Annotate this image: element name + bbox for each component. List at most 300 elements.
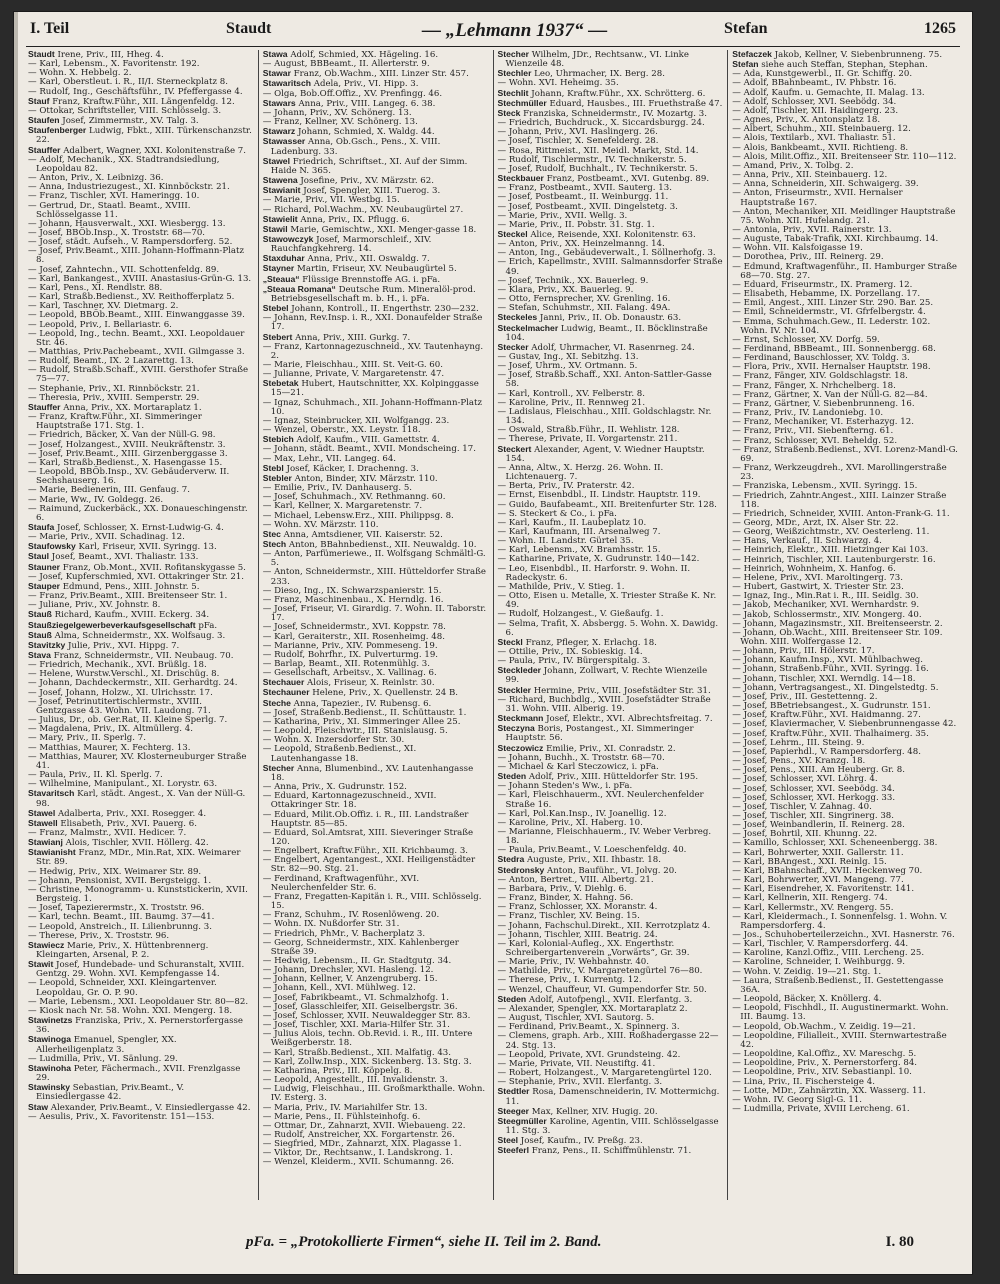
entry-details: — Rudolf, Ing., Geschäftsführ., IV. Pfeffergasse 4. (28, 86, 243, 97)
directory-entry (263, 1085, 489, 1103)
directory-entry (732, 464, 958, 482)
entry-details: Adalberta, Priv., XXI. Rosegger. 4. (57, 808, 207, 819)
entry-surname: Stawell (28, 817, 58, 828)
entry-details: — Anna, Priv., XII. Steinbauerg. 12. (732, 170, 888, 181)
entry-details: — Josef, BBetriebsangest., X. Gudrunstr. 151. (732, 701, 931, 712)
directory-entry (28, 809, 254, 819)
entry-details: — Heinrich, Tischler, XII. Lautenburgerstr. 16. (732, 554, 936, 565)
entry-details: — Leopold, Angestellt., III. Invalidenstr. 3. (262, 1075, 448, 1086)
entry-details: — Otto, Eisen u. Metalle, X. Triester Straße K. Nr. 49. (497, 591, 717, 611)
entry-details: — Karl, Kellnerin, XII. Rengerg. 74. (732, 893, 888, 904)
entry-details: — Karl, Kaufm., II. Laubeplatz 10. (497, 517, 647, 528)
entry-details: — Leopold, Fleischwtr., III. Stanislausg. 5. (262, 726, 448, 737)
entry-details: Sebastian, Priv.Beamt., V. Einsiedlergasse 42. (36, 1083, 185, 1103)
entry-details: — Franz, Priv., IV. Landoniebg. 10. (732, 408, 884, 419)
directory-entry (28, 1035, 254, 1054)
entry-details: — Franz, Priv., VII. Siebenfterng. 61. (732, 426, 894, 437)
entry-surname: Stechmüller (497, 97, 547, 108)
entry-details: Peter, Fächermach., XVII. Frenzlgasse 29. (36, 1063, 241, 1084)
directory-entry (28, 848, 254, 867)
entry-details: — Helene, Priv., XVI. Maroltingerg. 73. (732, 572, 903, 583)
entry-details: — Wohn. XVI. Heheimg. 35. (497, 78, 619, 89)
entry-surname: Stebler (262, 472, 292, 483)
page-edge (14, 12, 18, 1274)
entry-details: Richard, Kaufm., XVIII. Eckerg. 34. (54, 610, 210, 621)
entry-surname: Steckeles (497, 312, 538, 323)
entry-details: — Hedwig, Priv., XIX. Weimarer Str. 89. (28, 866, 202, 877)
entry-details: — Karoline, Schneider, I. Weihburgg. 9. (732, 957, 905, 968)
entry-details: — Karl, Kleidermach., I. Sonnenfelsg. 1. Wohn. V. Rampersdorferg. 4. (732, 911, 948, 931)
entry-details: Leo, Uhrmacher, IX. Berg. 28. (534, 69, 665, 80)
entry-details: — Georg, Schneidermstr., XIX. Kahlenberger Straße 39. (262, 937, 459, 957)
entry-details: — Marie, Ww., IV. Goldegg. 26. (28, 494, 164, 505)
entry-details: Anna, Priv., XII. Oswaldg. 7. (307, 254, 430, 265)
entry-details: — Rudolf, Holzangest., V. Gießaufg. 1. (497, 609, 664, 620)
entry-surname: Steckert (497, 443, 532, 454)
entry-details: — Paula, Priv., II. Kl. Sperlg. 7. (28, 770, 163, 781)
entry-details: — Adolf, Tischler, XII. Haidingerg. 23. (732, 105, 899, 116)
entry-details: — Josef, Friseur, VI. Girardig. 7. Wohn. II. Taborstr. 17. (262, 604, 487, 624)
entry-details: — Karl, Kellermstr., XV. Rengerg. 55. (732, 902, 894, 913)
entry-details: Deutsche Rum. Mineralöl-prod. Betriebsgesellschaft m. b. H., i. pFa. (270, 284, 476, 304)
directory-entry (498, 696, 724, 714)
entry-details: — Heinrich, Elektr., XIII. Hietzinger Kai 103. (732, 545, 929, 556)
entry-details: — Alois, Textilarb., XVI. Thaliastr. 51. (732, 133, 896, 144)
entry-details: — Karl, Tischler, V. Rampersdorferg. 44. (732, 939, 909, 950)
entry-details: — Ferdinand, BBBeamt., III. Sonnenbergg. 68. (732, 344, 936, 354)
entry-surname: Stauf (28, 95, 50, 106)
entry-details: — Karl, Pol.Kan.Insp., IV. Joanellig. 12. (497, 808, 667, 819)
entry-details: — Karl, Bankangest., XVIII. Anastasius-Grün-G. 13. (28, 273, 252, 284)
entry-details: — Wohn. XV. Märzstr. 110. (262, 519, 379, 530)
directory-entry (28, 621, 254, 631)
directory-entry (263, 426, 489, 435)
entry-details: — Johann, Dachdeckermstr., XII. Gerhardtg. 24. (28, 678, 238, 689)
entry-details: Anton, Binder, XIV. Märzstr. 110. (294, 473, 438, 484)
directory-entry (263, 314, 489, 332)
entry-details: — Leopold, Priv., I. Bellariastr. 6. (28, 319, 172, 330)
entry-details: — Guido, Baufabeamt., XII. Breitenfurter Str. 128. (497, 499, 717, 510)
entry-surname: Stava (28, 650, 51, 660)
entry-details: — Alexander, Spengler, XX. Mortaraplatz 2. (497, 1003, 688, 1014)
entry-details: Alice, Reisende, XXI. Kolonitenstr. 63. (530, 229, 696, 240)
directory-entry (263, 399, 489, 417)
entry-details: — Karl, Geraiterstr., XII. Rosenheimg. 48. (262, 631, 445, 642)
entry-details: Alexander, Agent, V. Wiedner Hauptstr. 154. (505, 444, 705, 464)
entry-details: — Dieso, Ing., IX. Schwarzspanierstr. 15. (262, 585, 442, 596)
directory-entry (263, 285, 489, 304)
entry-details: — Alois, Milit.Offiz., XII. Breitenseer Str. 110—112. (732, 151, 957, 162)
entry-details: — Johann, Vertragsangest., XI. Dingelstedtg. 5. (732, 682, 939, 693)
entry-details: — Adolf, Schlosser, XVI. Seebödg. 34. (732, 96, 897, 107)
entry-details: Alois, Tischler, XVII. Höllerg. 42. (65, 838, 209, 849)
entry-details: Josef, Elektr., XVI. Albrechtsfreitag. 7. (546, 714, 713, 725)
entry-details: — Leopold, Ing., techn. Beamt., XXI. Leopoldauer Str. 46. (28, 328, 245, 348)
directory-entry (263, 792, 489, 810)
entry-details: — Karoline, Priv., XI. Haberg. 10. (497, 817, 643, 828)
directory-entry (498, 791, 724, 809)
entry-details: Franz, Kraftw.Führ., XII. Längenfeldg. 12. (52, 96, 235, 107)
entry-details: — Karl, Taschner, XV. Dietmarg. 2. (28, 301, 179, 312)
entry-details: Friedrich, Schriftset., XI. Auf der Simm. Haide N. 365. (270, 156, 468, 176)
directory-entry (498, 1087, 724, 1106)
directory-entry (28, 413, 254, 431)
entry-surname: Stecker (497, 341, 529, 352)
entry-details: — Eduard, Milit.Ob.Offiz. i. R., III. Landstraßer Hauptstr. 85—85. (262, 809, 469, 829)
directory-entry (498, 408, 724, 426)
entry-details: Adolf, Priv., XIII. Hütteldorfer Str. 195. (528, 772, 699, 783)
entry-details: Karoline, Agentin, VIII. Schlösselgasse 11. Stg. 3. (505, 1116, 719, 1136)
entry-details: — Franz, Gärtner, X. Van der Nüll-G. 82—84. (732, 389, 928, 400)
entry-details: — Friedrich, Schneider, XVIII. Anton-Frank-G. 11. (732, 508, 950, 519)
entry-details: — Laura, Straßenb.Bedienst., II. Gestettengasse 36A. (732, 975, 944, 995)
directory-entry (263, 939, 489, 957)
entry-details: Franziska, Schneidermstr., IV. Mozartg. 3. (523, 108, 707, 119)
entry-details: — Franz, Gärtner, V. Siebenbrunneng. 16. (732, 398, 915, 409)
entry-details: — Josef, Postbeamt., XVII. Dingelstetg. 3. (497, 201, 678, 212)
directory-entry (263, 157, 489, 176)
entry-details: — Franz, Schuhm., IV. Rosenlöweng. 20. (262, 910, 440, 921)
entry-details: — Leopold, Bäcker, X. Knöllerg. 4. (732, 994, 882, 1005)
directory-entry (498, 565, 724, 583)
directory-entry (732, 446, 958, 464)
entry-surname: Stawar (262, 68, 291, 79)
entry-details: — Paula, Priv., IV. Bürgerspitalg. 3. (497, 656, 651, 667)
entry-details: Johann, Schmied, X. Waldg. 44. (297, 127, 435, 138)
directory-entry (263, 856, 489, 874)
directory-entry (732, 913, 958, 931)
entry-details: — Kiosk nach Nr. 58. Wohn. XXI. Mengerg. 18. (28, 1005, 233, 1016)
entry-details: — Max, Lehr., VII. Langeg. 64. (262, 453, 397, 464)
entry-details: — Wohn. X. Hebbelg. 2. (28, 68, 132, 79)
entry-details: — Jakob, Mechaniker, XVI. Wernhardstr. 9. (732, 600, 920, 611)
entry-details: — Johann, Hausverwalt., XXI. Wiesbergg. 13. (28, 218, 226, 229)
entry-details: — Josef, Schuhmach., XV. Rethmanng. 60. (262, 492, 446, 503)
entry-details: — Johann, Rev.Insp. i. R., XXI. Donaufelder Straße 17. (262, 313, 483, 333)
entry-details: — Ludwig, Fleischhau., III. Großmarkthalle. Wohn. IV. Esterg. 3. (262, 1084, 486, 1104)
first-name-guide: Staudt (226, 20, 272, 37)
entry-details: — Ignaz, Ing., Min.Rat i. R., III. Seidlg. 30. (732, 591, 919, 602)
directory-page (14, 12, 972, 1274)
entry-details: — Josef, Schlosser, XVI. Herkogg. 33. (732, 792, 896, 803)
entry-details: — Leo, Eisenbdbl., II. Harforstr. 9. Wohn. II. Radeckystr. 6. (497, 563, 691, 583)
entry-details: — Karl, Oberstleut. i. R., II/I. Sterneckplatz 8. (28, 77, 228, 88)
entry-details: — Anton, Priv., XX. Heinzelmanng. 14. (497, 239, 665, 250)
entry-details: — Josef, Postbeamt., II. Weinburgg. 11. (497, 192, 669, 203)
entry-details: — Mathilde, Priv., V. Margaretengürtel 76—80. (497, 966, 703, 977)
entry-details: Eduard, Hausbes., III. Fruethstraße 47. (549, 98, 723, 109)
entry-details: — Johann, Buchh., X. Troststr. 68—70. (497, 752, 665, 763)
entry-details: — Ignaz, Steinbrucker, XII. Wolfgangg. 23. (262, 415, 450, 426)
entry-details: — August, BBBeamt., II. Allerterstr. 9. (262, 59, 430, 70)
entry-details: — Eduard, Kartonnagezuschneid., XVII. Ottakringer Str. 18. (262, 791, 437, 811)
entry-details: Johann, Zollwart, V. Rechte Wienzeile 99. (505, 666, 708, 686)
entry-details: Josef, Kaufm., IV. Preßg. 23. (520, 1136, 643, 1147)
entry-details: Auguste, Priv., XII. Ihbastr. 18. (526, 855, 661, 866)
entry-details: — Karl, techn. Beamt., III. Baumg. 37—41. (28, 912, 215, 923)
directory-entry (28, 753, 254, 771)
directory-entry (263, 137, 489, 156)
entry-surname: Stawaritsch (262, 78, 311, 89)
entry-details: — Franz, Straßenb.Bedienst., XVI. Lorenz-Mandl-G. 69. (732, 444, 958, 464)
entry-details: Franziska, Priv., X. Pernerstorfergasse 36. (36, 1016, 243, 1036)
entry-details: — Marie, Priv., VII. Westbg. 15. (262, 195, 400, 206)
directory-entry (498, 221, 724, 230)
entry-details: — Karl, Eisendreher, X. Favoritenstr. 141. (732, 884, 915, 895)
directory-entry (263, 343, 489, 361)
entry-details: — Rudolf, Straßb.Schaff., XVIII. Gersthofer Straße 75—77. (28, 365, 249, 385)
directory-title: — „Lehmann 1937“ — (422, 20, 608, 41)
entry-details: — Marie, Lebensm., XXI. Leopoldauer Str. 80—82. (28, 996, 249, 1007)
entry-details: — Marianne, Fleischhauerm., IV. Weber Verbreg. 18. (497, 826, 712, 847)
entry-details: — Julius Alois, techn. Ob.Revid. i. R., III. Untere Weißgerberstr. 18. (262, 1029, 473, 1049)
entry-details: Ludwig, Beamt., II. Böcklinstraße 104. (505, 323, 708, 343)
entry-details: — Robert, Holzangest., V. Margaretengürtel 120. (497, 1068, 712, 1079)
entry-details: — Josef, Zahntechn., VII. Schottenfeldg. 89. (28, 264, 220, 275)
entry-surname: Stefaczek (732, 50, 772, 59)
entry-surname: Steck (497, 107, 521, 118)
entry-surname: Stawarz (262, 126, 296, 137)
directory-entry (28, 202, 254, 220)
entry-details: Jakob, Kellner, V. Siebenbrunneng. 75. (774, 50, 943, 60)
entry-surname: Stawielit (262, 213, 298, 224)
entry-details: — Emil, Schneidermstr., VI. Gfrfelbergstr. 4. (732, 307, 926, 318)
entry-details: — Josef, Schlosser, XVII. Neuwaldegger Str. 83. (262, 1010, 471, 1021)
directory-entry (28, 1016, 254, 1035)
entry-details: — Josef, städt. Aufseh., V. Rampersdorferg. 52. (28, 237, 233, 248)
entry-surname: Steche (262, 697, 291, 708)
entry-details: — Heinrich, Wohnheim, X. Hanfog. 6. (732, 563, 896, 574)
entry-surname: Staudt (28, 50, 55, 59)
entry-details: Anna, Priv., XX. Mortaraplatz 1. (63, 402, 202, 413)
entry-details: — Marie, Pens., II. Fühlsteinhofg. 6. (262, 1111, 421, 1122)
entry-details: — Josef, Fabrikbeamt., VI. Schmalzhofg. 1. (262, 992, 450, 1003)
entry-surname: „Steaua Romana“ (262, 283, 336, 294)
entry-details: — Wohn. IX. Nußdorfer Str. 31. (262, 919, 400, 930)
entry-details: — Wohn. X. Inzersdorfer Str. 30. (262, 735, 405, 746)
header-rule (26, 46, 960, 47)
entry-surname: Stechauer (262, 677, 305, 688)
entry-details: — Leopold, Anstreich., II. Lilienbrunng. 3. (28, 921, 212, 932)
entry-details: — Marianne, Priv., XIV. Pommeseng. 19. (262, 640, 438, 651)
entry-details: — Marie, Private, VII. Neustiftg. 41. (497, 1058, 656, 1069)
entry-details: — Johann, Priv., XV. Schönerg. 13. (262, 107, 412, 118)
entry-surname: Stebetak (262, 378, 299, 389)
part-label: I. Teil (30, 20, 70, 37)
entry-details: Adalbert, Wagner, XXI. Kolonitenstraße 7. (63, 145, 246, 156)
entry-surname: Stecher (497, 50, 530, 59)
directory-entry (732, 318, 958, 336)
entry-surname: Stawiecz (28, 939, 65, 950)
directory-entry (732, 189, 958, 207)
entry-details: — Viktor, Dr., Rechtsanw., I. Landskrong. 1. (262, 1148, 453, 1159)
directory-entry (732, 263, 958, 281)
entry-details: Hermine, Priv., VIII. Josefstädter Str. 31. (533, 685, 711, 696)
entry-details: Josefine, Priv., XV. Märzstr. 62. (300, 176, 434, 187)
directory-entry (28, 330, 254, 348)
entry-details: — Anna, Industriezugest., XI. Kinnböckstr. 21. (28, 182, 230, 193)
entry-details: Karl, städt. Angest., X. Van der Nüll-G. 98. (36, 789, 246, 809)
directory-entry (28, 789, 254, 808)
entry-details: — Karl, Straßb.Bedienst., X. Hasengasse 15. (28, 457, 223, 468)
entry-details: — Josef, Tapezierermstr., X. Troststr. 96. (28, 903, 205, 914)
entry-details: — Edmund, Kraftwagenführ., II. Hamburger Straße 68—70. Stg. 27. (732, 261, 958, 281)
entry-details: pFa. (198, 620, 218, 631)
entry-details: — Elisabeth, Hebamme, IX. Porzellang. 17. (732, 289, 921, 300)
directory-entry (28, 394, 254, 403)
entry-details: Franz, Postbeamt., XVI. Gutenbg. 89. (546, 174, 710, 185)
entry-details: — Karl, Pens., XI. Rendlstr. 88. (28, 282, 163, 293)
directory-entry (732, 629, 958, 647)
entry-details: — Leopoldine, Filialleit., XVIII. Sternwartestraße 42. (732, 1030, 947, 1050)
entry-details: — Anton, Friseurmstr., XVII. Hernalser Hauptstraße 167. (732, 188, 903, 208)
entry-details: Irene, Priv., III, Hheg. 4. (57, 50, 164, 60)
entry-details: Franz, MDr., Min.Rat, XIX. Weimarer Str. 89. (36, 848, 241, 868)
entry-details: — Leopold, Schneider, XXI. Kleingartenver. Leopoldau, Gr. O. P. 90. (28, 978, 217, 998)
entry-details: — Josef, Pens., XIII. Am Heuberg. Gr. 8. (732, 765, 905, 776)
directory-entry (498, 1146, 724, 1156)
entry-details: — Franz, Tischler, XV. Being. 15. (497, 911, 640, 922)
entry-details: — Adolf, Kaufm. u. Gemachte, II. Malag. 13. (732, 87, 925, 98)
entry-details: Anna, Priv., IX. Pflugg. 6. (300, 214, 410, 225)
entry-details: — Josef, Priv., III. Gestettenng. 2. (732, 691, 878, 702)
entry-details: Marie, Priv., X. Hüttenbrennerg. Kleingarten, Arsenal, P. 2. (36, 940, 209, 960)
directory-entry (498, 371, 724, 389)
entry-surname: Steegmüller (497, 1115, 547, 1126)
entry-details: — Karl, Bohrwerter, XXII. Gallerstr. 11. (732, 847, 904, 858)
entry-details: — Juliane, Priv., XV. Johnstr. 8. (28, 600, 161, 611)
entry-surname: Steckleder (497, 665, 541, 676)
directory-entry (263, 811, 489, 829)
entry-details: — Rudolf, Tischlermstr., IV. Technikerstr. 5. (497, 154, 687, 165)
entry-details: — Stefan, Schuhmstr., XII. Falang. 49A. (497, 303, 671, 314)
entry-surname: Stawit (28, 959, 54, 970)
directory-entry (498, 724, 724, 743)
entry-details: Max, Kellner, XIV. Hugig. 20. (531, 1106, 658, 1117)
entry-details: — Wohn. V. Zeidig. 19—21. Stg. 1. (732, 966, 882, 977)
entry-details: — Karl, Kontroll., XV. Felberstr. 8. (497, 388, 646, 399)
entry-details: — Karoline, Priv., II. Rennweg 21. (497, 397, 646, 408)
entry-details: — Lina, Priv., II. Fischersteige 4. (732, 1076, 875, 1087)
entry-details: — Johann, Kell., XVI. Mühlweg. 12. (262, 983, 416, 994)
directory-entry (263, 688, 489, 698)
entry-details: Anna, Ob.Gsch., Pens., X. VIII. Ladenburg. 33. (270, 137, 441, 157)
entry-details: Anton, BBahnbedienst., XII. Neuwaldg. 10. (288, 539, 477, 550)
column-3 (494, 50, 729, 1200)
entry-details: — Josef, Rudolf, Buchhalt., IV. Technikerstr. 5. (497, 163, 698, 174)
entry-surname: Stavitzky (28, 639, 66, 650)
entry-details: — Matthias, Priv.Pachebeamt., XVII. Gilmgasse 3. (28, 347, 245, 357)
entry-details: — Karl, Lebensm., X. Favoritenstr. 192. (28, 59, 200, 70)
entry-surname: Steden (497, 993, 527, 1004)
entry-details: — Michael & Karl Steczowicz, i. pFa. (497, 761, 659, 772)
entry-details: — Klara, Priv., XX. Bauerleg. 9. (497, 284, 634, 295)
entry-details: Boris, Postangest., XI. Simmeringer Hauptstr. 56. (505, 724, 694, 744)
entry-details: — Helene, Wurstw.Verschl., XI. Drischüg. 8. (28, 669, 220, 680)
entry-details: — Anton, Bertret., VIII. Albertg. 21. (497, 874, 654, 885)
entry-details: — Therese, Priv., X. Troststr. 96. (28, 930, 170, 941)
entry-details: — Dorothea, Priv., III. Reinerg. 29. (732, 252, 884, 263)
entry-details: — Friedrich, Bäcker, X. Van der Nüll-G. 98. (28, 430, 216, 441)
entry-details: — Agnes, Priv., X. Antonsplatz 18. (732, 115, 881, 126)
entry-details: Julie, Priv., XVI. Hippg. 7. (68, 640, 180, 651)
entry-details: — Karoline, Kanzl.Offiz., VIII. Lercheng. 25. (732, 948, 925, 959)
entry-details: Anton, Bauführ., VI. Jolvg. 20. (547, 865, 677, 876)
entry-details: — Katharina, Priv., XI. Simmeringer Allee 25. (262, 716, 461, 727)
entry-details: — Leopold, Ob.Wachm., V. Zeidig. 19—21. (732, 1021, 916, 1032)
entry-details: — Johann, Pensionist, XVII. Bergsteigg. 1. (28, 875, 212, 886)
entry-details: — Oswald, Straßb.Führ., II. Wehlistr. 128. (497, 425, 680, 436)
directory-entry (263, 118, 489, 127)
entry-details: — Alois, Bankbeamt., XVII. Richtieng. 8. (732, 142, 909, 153)
entry-details: — Engelbert, Kraftw.Führ., XII. Krichbaumg. 3. (262, 846, 469, 857)
directory-entry (263, 829, 489, 847)
entry-columns (24, 50, 962, 1200)
entry-details: — Leopoldine, Priv., X. Pernerstorferg. 84. (732, 1058, 918, 1069)
entry-details: — Katharina, Priv., III. Köppelg. 8. (262, 1065, 413, 1076)
entry-surname: Staul (28, 551, 50, 562)
entry-details: — Josef, BBÖb.Insp., X. Troststr. 68—70. (28, 227, 206, 238)
entry-surname: Stebl (262, 462, 284, 473)
directory-entry (498, 1117, 724, 1136)
entry-surname: Stebert (262, 331, 293, 342)
entry-details: — Hans, Verkauf., II. Schwarzg. 4. (732, 536, 882, 547)
entry-surname: Stedtler (497, 1086, 530, 1097)
entry-details: — Marie, Fleischhau., XIII. St. Veit-G. 60. (262, 360, 443, 370)
entry-surname: Steckler (497, 684, 531, 695)
entry-surname: Stauner (28, 561, 60, 572)
entry-details: — Friedrich, Zahntr.Angest., XIII. Lainzer Straße 118. (732, 490, 947, 510)
directory-entry (28, 641, 254, 651)
entry-details: Franz, Pens., II. Schiffmühlenstr. 71. (531, 1146, 692, 1157)
entry-details: Adolf, Schmied, XX. Hägeling. 16. (290, 50, 439, 60)
directory-entry (263, 1030, 489, 1048)
entry-details: — Franz, Fänger, XIV. Goldschlagstr. 18. (732, 371, 908, 382)
directory-entry (263, 215, 489, 225)
entry-details: Franz, Schneidermstr., VII. Neubaug. 70. (53, 651, 234, 661)
entry-details: Flüssige Brennstoffe AG. i. pFa. (302, 274, 441, 285)
entry-details: Adela, Priv., VI. Hipp. 3. (313, 79, 419, 90)
entry-details: — Wilhelmine, Manipulant., XI. Lorystr. 63. (28, 779, 218, 790)
entry-details: — Josef, Straßenb.Bedienst., II. Schüttaustr. 1. (262, 707, 467, 718)
entry-details: — Josef, Tischler, XII. Singrinerg. 38. (732, 810, 894, 821)
entry-details: — Wenzel, Kleiderm., XVII. Schumanng. 26. (262, 1157, 455, 1168)
entry-surname: Steeferl (497, 1145, 530, 1156)
entry-details: — Josef, Tischler, XXI. Maria-Hilfer Str. 31. (262, 1020, 450, 1031)
entry-details: — Christine, Monogramm- u. Kunststickerin, XVII. Bergsteig. 1. (28, 884, 248, 905)
directory-entry (263, 745, 489, 763)
entry-details: — Adolf, Mechanik., XX. Stadtrandsiedlung, Leopoldau 82. (28, 154, 220, 174)
directory-entry (263, 60, 489, 69)
entry-details: — Leopold, BBÖb.Insp., XV. Gebäuderverw. II. Sechshauserg. 16. (28, 467, 230, 487)
entry-details: — Josef, Tischler, V. Zahnag. 40. (732, 801, 872, 812)
entry-details: — Johann, Magazinsmstr., XII. Breitenseerstr. 2. (732, 618, 943, 629)
directory-entry (28, 1064, 254, 1083)
entry-details: Josef, Käcker, I. Drachenng. 3. (286, 463, 419, 474)
entry-surname: Stauß (28, 609, 52, 620)
entry-details: — Wohn. II. Landstr. Gürtel 35. (497, 536, 634, 547)
entry-details: — Rudolf, Bohrfhr., IX. Pulverturmg. 19. (262, 649, 439, 660)
directory-entry (263, 550, 489, 568)
entry-details: — Johann, Priv., III. Hölerstr. 17. (732, 646, 875, 657)
entry-surname: Stawinoha (28, 1062, 71, 1073)
entry-details: — Therese, Priv., I. Kurrentg. 12. (497, 975, 642, 986)
entry-details: — Leopold, BBÖb.Beamt., XIII. Einwanggasse 39. (28, 310, 245, 321)
directory-entry (28, 601, 254, 610)
entry-details: — Friedrich, Buchdruck., X. Siccardsburgg. 24. (497, 118, 705, 129)
entry-surname: Stechlit (497, 87, 529, 98)
entry-surname: Stawowczyk (262, 233, 314, 244)
